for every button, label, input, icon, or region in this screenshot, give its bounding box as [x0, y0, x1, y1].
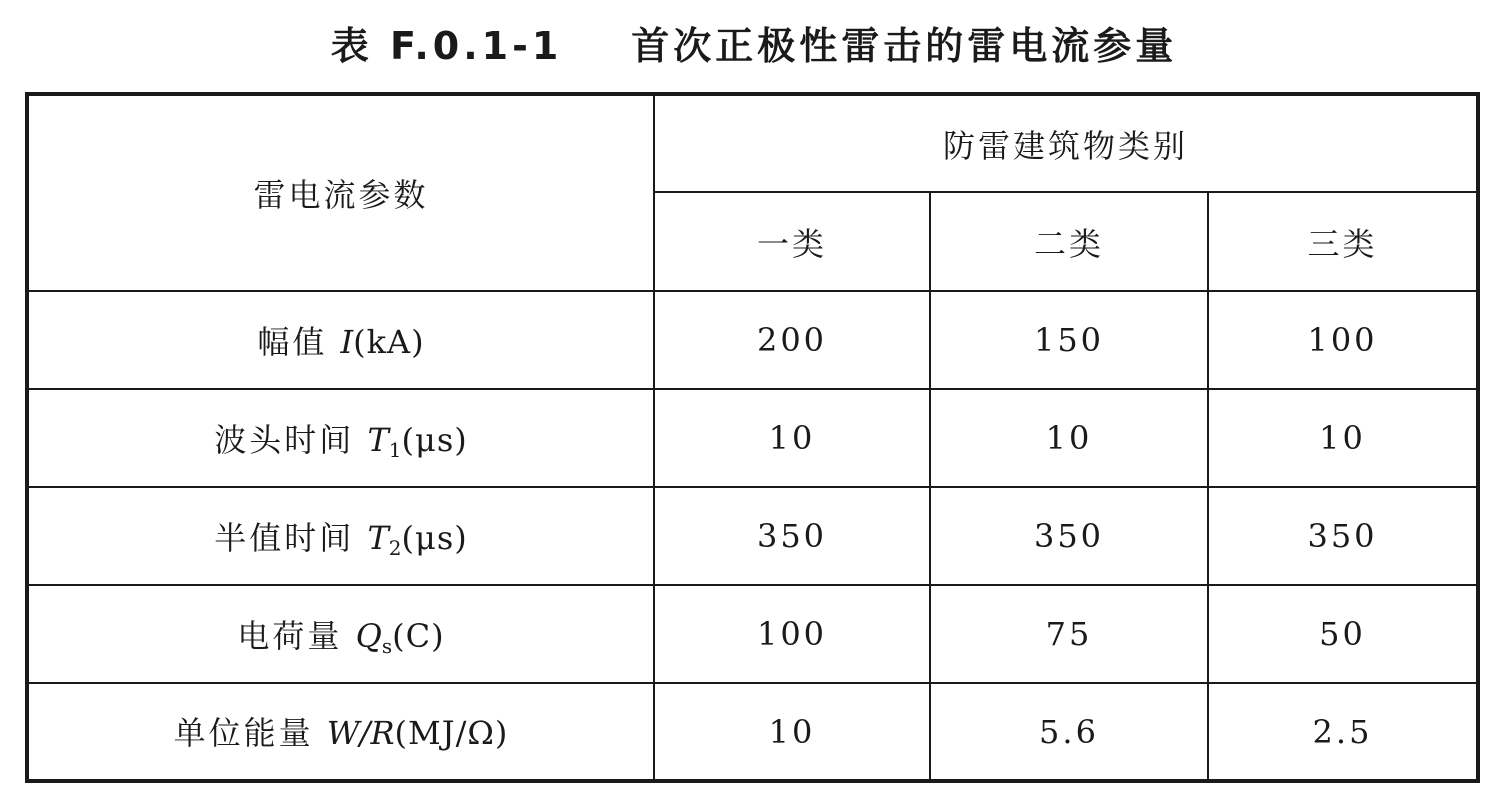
param-symbol: T [367, 518, 389, 557]
param-symbol: T [367, 420, 389, 459]
param-subscript: 1 [388, 437, 402, 462]
param-subscript: s [381, 633, 393, 658]
table-row [27, 487, 1478, 585]
param-symbol: I [340, 322, 354, 361]
value-cell: 350 [930, 487, 1208, 585]
value-cell: 200 [654, 291, 930, 389]
param-unit: (μs) [401, 420, 468, 459]
header-class-3: 三类 [1208, 192, 1478, 291]
row-label [27, 389, 654, 487]
lightning-current-parameters-table [25, 92, 1480, 783]
row-label [27, 585, 654, 683]
header-param-cell: 雷电流参数 [27, 94, 654, 291]
value-cell: 100 [1208, 291, 1478, 389]
value-cell: 10 [930, 389, 1208, 487]
header-group-cell: 防雷建筑物类别 [654, 94, 1478, 192]
header-class-2: 二类 [930, 192, 1208, 291]
value-cell: 10 [654, 389, 930, 487]
param-symbol: Q [355, 616, 382, 655]
value-cell: 50 [1208, 585, 1478, 683]
param-symbol: W/R [326, 714, 395, 752]
param-name: 电荷量 [237, 616, 356, 655]
table-row [27, 389, 1478, 487]
table-row [27, 683, 1478, 781]
row-label [27, 683, 654, 781]
param-unit: (kA) [353, 322, 425, 361]
value-cell: 75 [930, 585, 1208, 683]
param-name: 单位能量 [173, 714, 327, 752]
row-label [27, 291, 654, 389]
param-unit: (μs) [401, 518, 468, 557]
table-row [27, 585, 1478, 683]
param-name: 半值时间 [214, 518, 368, 557]
value-cell: 350 [1208, 487, 1478, 585]
param-subscript: 2 [388, 535, 402, 560]
value-cell: 10 [654, 683, 930, 781]
value-cell: 150 [930, 291, 1208, 389]
row-label [27, 487, 654, 585]
param-name: 波头时间 [214, 420, 368, 459]
value-cell: 350 [654, 487, 930, 585]
param-unit: (MJ/Ω) [394, 714, 509, 752]
header-class-1: 一类 [654, 192, 930, 291]
value-cell: 2.5 [1208, 683, 1478, 781]
param-name: 幅值 [257, 322, 341, 361]
value-cell: 10 [1208, 389, 1478, 487]
value-cell: 5.6 [930, 683, 1208, 781]
header-row-group [27, 94, 1478, 192]
param-unit: (C) [392, 616, 445, 655]
table-row [27, 291, 1478, 389]
value-cell: 100 [654, 585, 930, 683]
table-title: 表 F.0.1-1 首次正极性雷击的雷电流参量 [330, 24, 1178, 68]
